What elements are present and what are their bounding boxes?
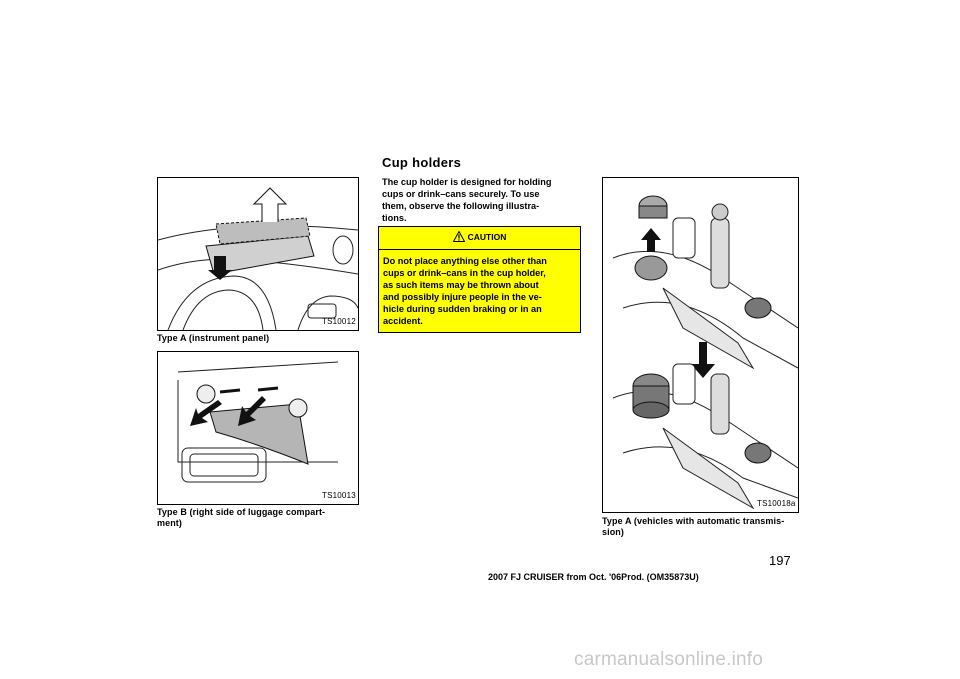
figure-code: TS10013 xyxy=(322,491,356,500)
console-cup-holder-illustration xyxy=(603,178,798,512)
caution-box xyxy=(378,226,581,333)
warning-triangle-icon xyxy=(453,231,465,242)
instrument-panel-illustration xyxy=(158,178,358,330)
figure-automatic-transmission xyxy=(602,177,799,513)
watermark: carmanualsonline.info xyxy=(574,649,764,670)
figure-caption: Type B (right side of luggage compart- ment) xyxy=(157,507,326,528)
caution-header xyxy=(379,231,580,245)
caution-text: Do not place anything else other than cups or drink–cans in the cup holder, as such items may be thrown about and possibly injure people in the ve- hicle during sudden braking or in an accident. xyxy=(383,256,547,326)
section-title: Cup holders xyxy=(382,155,462,170)
intro-paragraph: The cup holder is designed for holding cups or drink–cans securely. To use them, observe the following illustra- tions. xyxy=(382,177,552,223)
figure-caption: Type A (vehicles with automatic transmis- sion) xyxy=(602,516,785,537)
figure-instrument-panel xyxy=(157,177,359,331)
caution-divider xyxy=(379,249,580,250)
caution-title: CAUTION xyxy=(467,232,507,242)
figure-caption: Type A (instrument panel) xyxy=(157,333,270,343)
luggage-compartment-illustration xyxy=(158,352,358,504)
figure-code: TS10018a xyxy=(757,499,796,508)
footer-model-info: 2007 FJ CRUISER from Oct. '06Prod. (OM35873U) xyxy=(488,572,699,582)
figure-code: TS10012 xyxy=(322,317,356,326)
page-number: 197 xyxy=(769,553,791,568)
figure-luggage-compartment xyxy=(157,351,359,505)
